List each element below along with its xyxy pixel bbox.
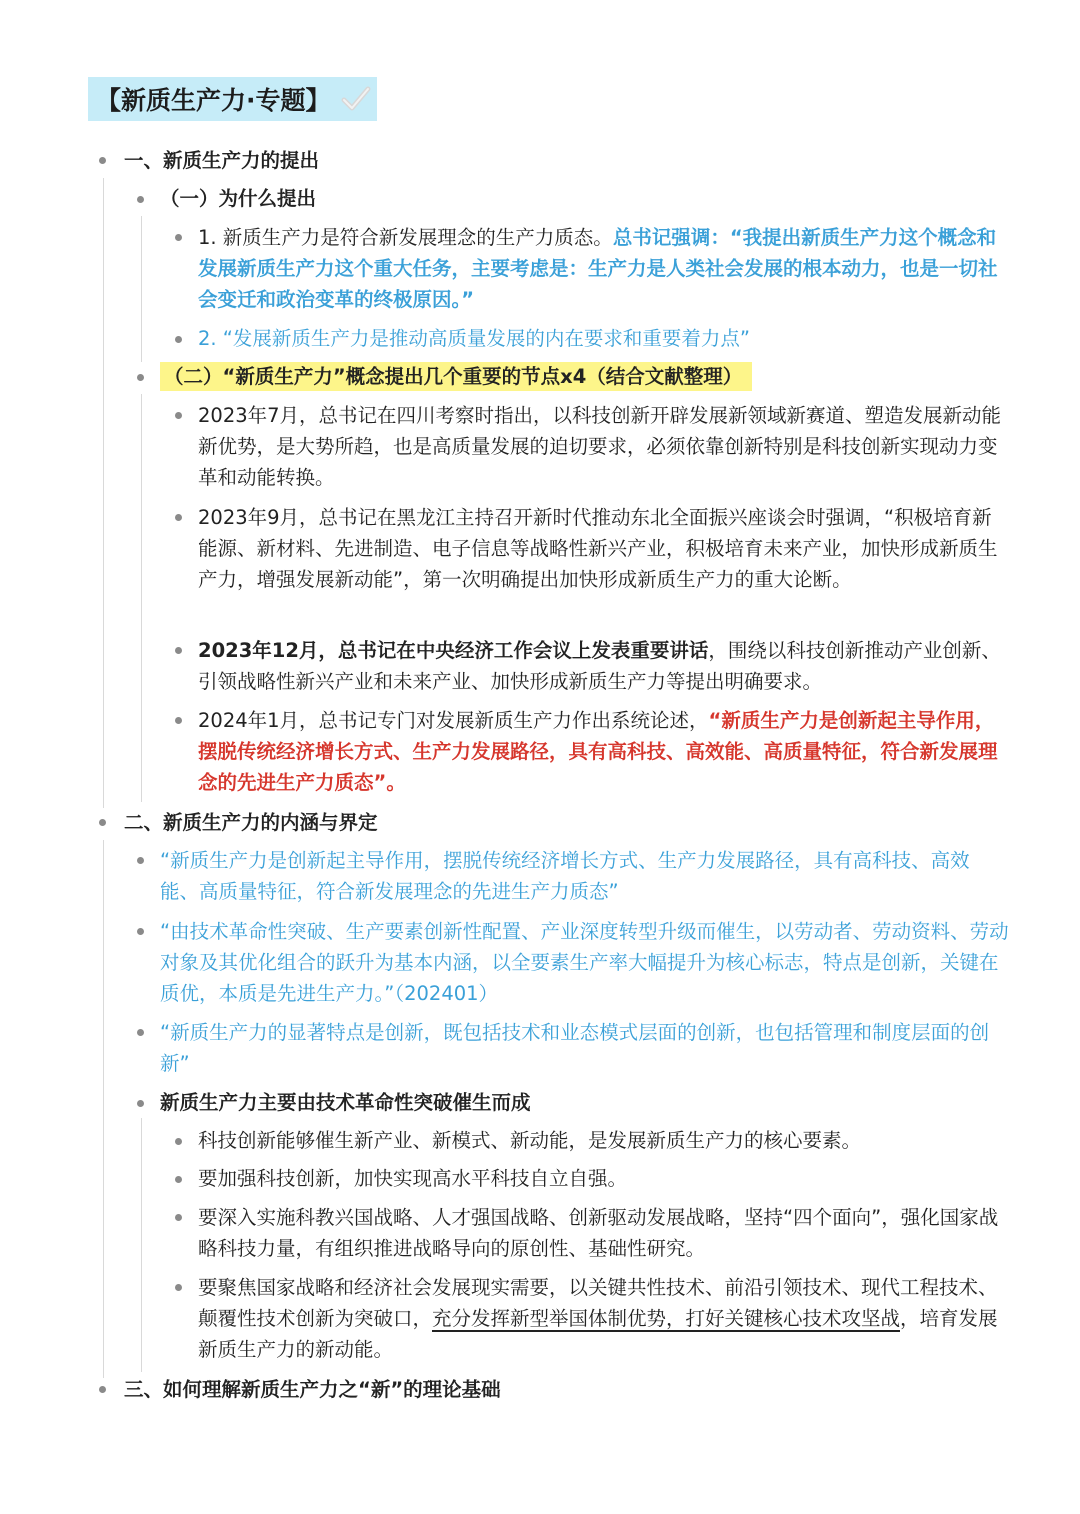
- bullet-dot-icon: [137, 1100, 144, 1107]
- bullet-dot-icon: [175, 717, 182, 724]
- page-title: [88, 77, 377, 121]
- quote-item: “由技术革命性突破、生产要素创新性配置、产业深度转型升级而催生，以劳动者、劳动资料、劳动对象及其优化组合的跃升为基本内涵，以全要素生产率大幅提升为核心标志，特点是创新，关键在质优，本质是先进生产力。”（202401）: [160, 920, 1009, 1005]
- list-item: 2023年9月，总书记在黑龙江主持召开新时代推动东北全面振兴座谈会时强调，“积极培育新能源、新材料、先进制造、电子信息等战略性新兴产业，积极培育未来产业，加快形成新质生产力，增强发展新动能”，第一次明确提出加快形成新质生产力的重大论断。: [198, 506, 998, 591]
- bullet-dot-icon: [175, 234, 182, 241]
- bullet-dot-icon: [175, 1284, 182, 1291]
- quote-item: “新质生产力是创新起主导作用，摆脱传统经济增长方式、生产力发展路径，具有高科技、高效能、高质量特征，符合新发展理念的先进生产力质态”: [160, 849, 970, 903]
- bold-lead: 2023年12月，总书记在中央经济工作会议上发表重要讲话: [198, 639, 709, 662]
- bullet-dot-icon: [99, 157, 106, 164]
- section-heading: 一、新质生产力的提出: [124, 149, 320, 172]
- highlighted-heading: （二）“新质生产力”概念提出几个重要的节点x4（结合文献整理）: [160, 362, 752, 391]
- indent-guide: [103, 178, 104, 808]
- list-item-text: 1. 新质生产力是符合新发展理念的生产力质态。: [198, 226, 613, 249]
- list-item: [198, 635, 1003, 697]
- indent-guide: [141, 394, 142, 802]
- list-item: [198, 1272, 1003, 1365]
- list-item: 科技创新能够催生新产业、新模式、新动能，是发展新质生产力的核心要素。: [198, 1129, 862, 1152]
- bullet-dot-icon: [175, 336, 182, 343]
- section-heading: 二、新质生产力的内涵与界定: [124, 811, 378, 834]
- list-item-text: 2024年1月，总书记专门对发展新质生产力作出系统论述，: [198, 709, 709, 732]
- quote-emphasis: 总书记强调：“我提出新质生产力这个概念和发展新质生产力这个重大任务，主要考虑是：生产力是人类社会发展的根本动力，也是一切社会变迁和政治变革的终极原因。”: [198, 226, 998, 311]
- list-item-text: ，培育发展新质生产力的新动能。: [198, 1307, 998, 1361]
- quote-item: “新质生产力的显著特点是创新，既包括技术和业态模式层面的创新，也包括管理和制度层面的创新”: [160, 1021, 990, 1075]
- list-item: [198, 705, 1003, 798]
- subsection-heading: [164, 361, 1024, 392]
- bullet-dot-icon: [137, 1029, 144, 1036]
- bullet-dot-icon: [137, 857, 144, 864]
- list-item: 要深入实施科教兴国战略、人才强国战略、创新驱动发展战略，坚持“四个面向”，强化国家战略科技力量，有组织推进战略导向的原创性、基础性研究。: [198, 1206, 999, 1260]
- list-item: 要加强科技创新，加快实现高水平科技自立自强。: [198, 1167, 628, 1190]
- bullet-dot-icon: [137, 928, 144, 935]
- subsection-heading: （一）为什么提出: [160, 187, 317, 210]
- indent-guide: [103, 840, 104, 1378]
- bullet-dot-icon: [137, 374, 144, 381]
- bullet-dot-icon: [175, 412, 182, 419]
- subsection-heading: 新质生产力主要由技术革命性突破催生而成: [160, 1091, 531, 1114]
- bullet-dot-icon: [175, 647, 182, 654]
- bullet-dot-icon: [137, 196, 144, 203]
- bullet-dot-icon: [175, 1176, 182, 1183]
- bullet-dot-icon: [99, 1386, 106, 1393]
- list-item: 2023年7月，总书记在四川考察时指出，以科技创新开辟发展新领域新赛道、塑造发展新动能新优势，是大势所趋，也是高质量发展的迫切要求，必须依靠创新特别是科技创新实现动力变革和动能转换。: [198, 404, 1002, 489]
- underlined-emphasis: 充分发挥新型举国体制优势，打好关键核心技术攻坚战: [432, 1307, 901, 1330]
- bullet-dot-icon: [99, 819, 106, 826]
- list-item-text: ，围绕以科技创新推动产业创新、引领战略性新兴产业和未来产业、加快形成新质生产力等提出明确要求。: [198, 639, 1001, 693]
- bullet-dot-icon: [175, 1138, 182, 1145]
- check-mark-icon: [341, 84, 371, 114]
- page-title-text: 【新质生产力·专题】: [96, 86, 331, 115]
- quote-emphasis: “新质生产力是创新起主导作用，摆脱传统经济增长方式、生产力发展路径，具有高科技、高效能、高质量特征，符合新发展理念的先进生产力质态”。: [198, 709, 998, 794]
- bullet-dot-icon: [175, 514, 182, 521]
- title-block: [88, 77, 377, 121]
- list-item-text: 要聚焦国家战略和经济社会发展现实需要，以关键共性技术、前沿引领技术、现代工程技术、颠覆性技术创新为突破口，: [198, 1276, 998, 1330]
- indent-guide: [141, 216, 142, 362]
- indent-guide: [141, 1118, 142, 1372]
- list-item: [198, 222, 998, 315]
- bullet-dot-icon: [175, 1214, 182, 1221]
- list-item: 2. “发展新质生产力是推动高质量发展的内在要求和重要着力点”: [198, 327, 751, 350]
- section-heading: 三、如何理解新质生产力之“新”的理论基础: [124, 1378, 501, 1401]
